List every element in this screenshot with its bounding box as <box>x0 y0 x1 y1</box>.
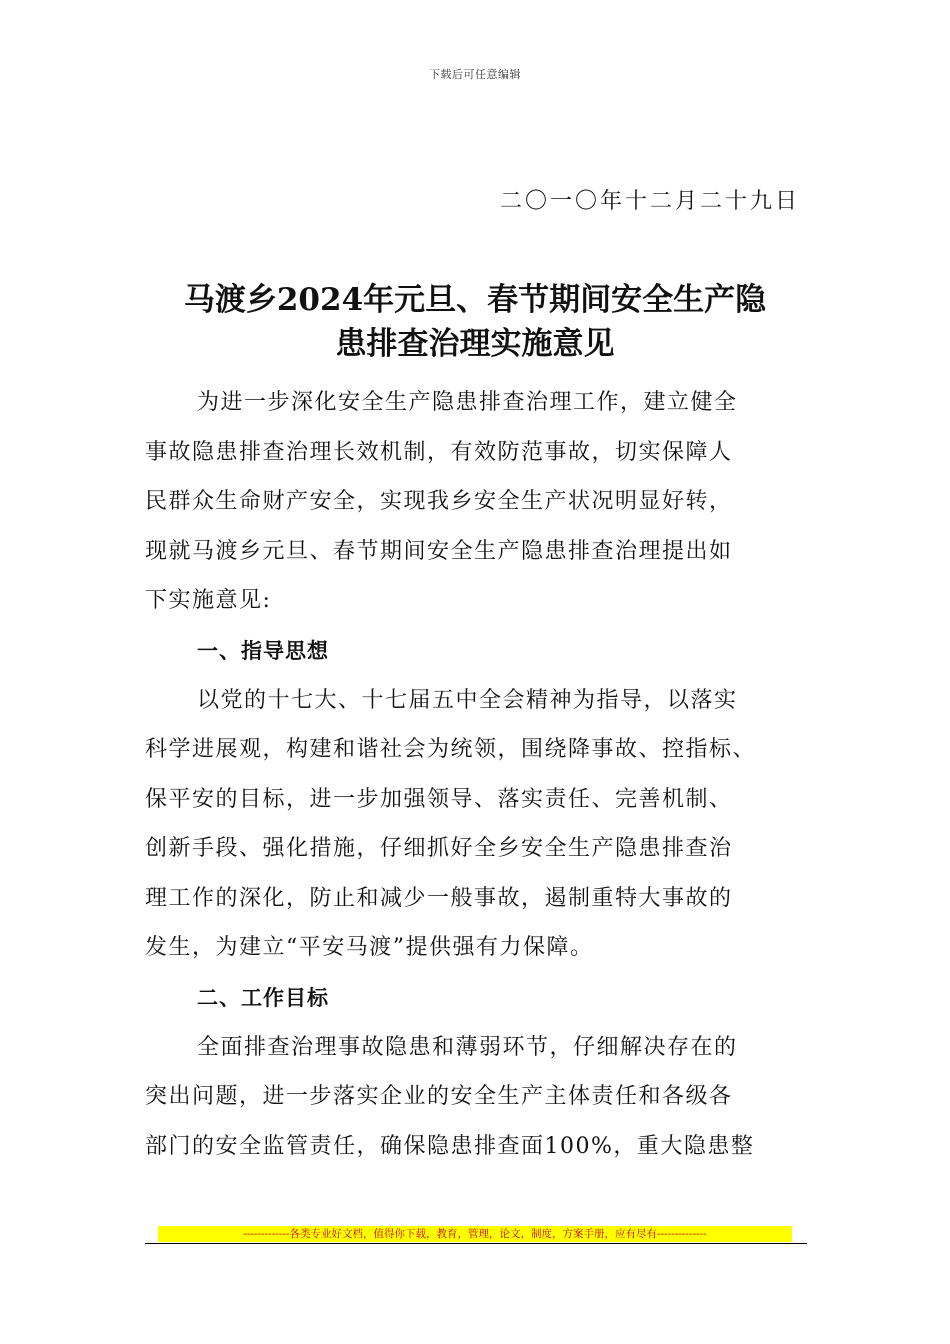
intro-line: 现就马渡乡元旦、春节期间安全生产隐患排查治理提出如 <box>145 538 733 564</box>
section2-line: 全面排查治理事故隐患和薄弱环节，仔细解决存在的 <box>197 1034 738 1060</box>
section2-line: 部门的安全监管责任，确保隐患排查面100%，重大隐患整 <box>145 1133 755 1159</box>
document-date: 二〇一〇年十二月二十九日 <box>499 189 800 214</box>
intro-line: 事故隐患排查治理长效机制，有效防范事故，切实保障人 <box>145 439 733 465</box>
section1-line: 发生，为建立“平安马渡”提供强有力保障。 <box>145 935 594 960</box>
footer-divider <box>145 1243 807 1244</box>
intro-line: 下实施意见: <box>145 588 272 613</box>
document-title <box>140 278 810 366</box>
title-line-2: 患排查治理实施意见 <box>335 326 615 362</box>
section1-line: 以党的十七大、十七届五中全会精神为指导，以落实 <box>197 687 738 713</box>
section1-line: 创新手段、强化措施，仔细抓好全乡安全生产隐患排查治 <box>145 836 733 861</box>
document-body <box>145 378 810 1171</box>
section2-line: 突出问题，进一步落实企业的安全生产主体责任和各级各 <box>145 1084 733 1109</box>
header-note: 下载后可任意编辑 <box>429 68 521 81</box>
section1-line: 理工作的深化，防止和减少一般事故，遏制重特大事故的 <box>145 885 733 911</box>
section1-line: 科学进展观，构建和谐社会为统领，围绕降事故、控指标、 <box>145 737 757 762</box>
footer-banner: -------------各类专业好文档，值得你下载，教育，管理，论文，制度，方案手册，应有尽有-------------- <box>158 1226 792 1242</box>
section1-line: 保平安的目标，进一步加强领导、落实责任、完善机制、 <box>145 786 733 812</box>
intro-line: 民群众生命财产安全，实现我乡安全生产状况明显好转， <box>145 489 733 514</box>
title-line-1: 马渡乡2024年元旦、春节期间安全生产隐 <box>183 282 767 318</box>
section-heading-guiding-thought: 一、指导思想 <box>197 638 329 663</box>
intro-line: 为进一步深化安全生产隐患排查治理工作，建立健全 <box>197 390 738 415</box>
section-heading-work-goals: 二、工作目标 <box>197 985 329 1010</box>
